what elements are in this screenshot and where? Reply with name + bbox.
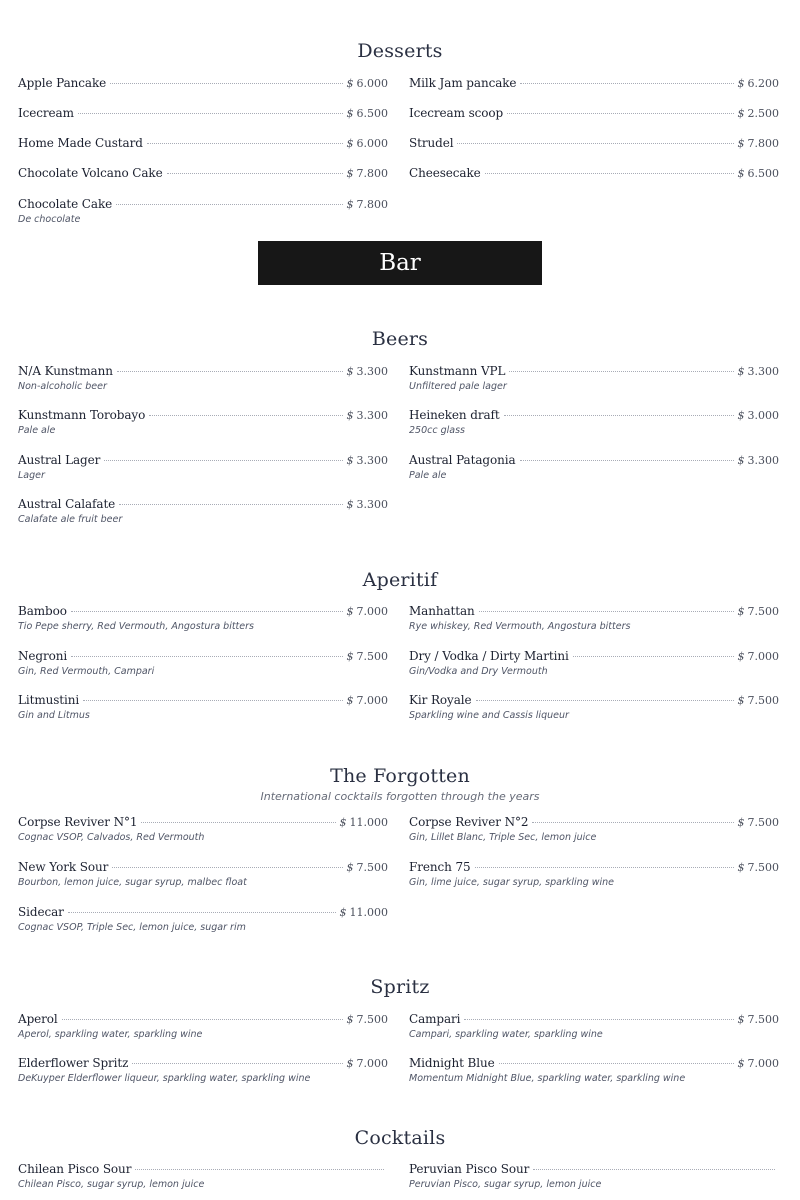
leader-dots (104, 460, 342, 461)
menu-item (18, 408, 388, 436)
item-description: Momentum Midnight Blue, sparkling water, sparkling wine (409, 1073, 686, 1084)
item-price: $ 6.000 (346, 77, 388, 90)
item-description: Bourbon, lemon juice, sugar syrup, malbec float (18, 877, 247, 888)
item-name: Austral Calafate (18, 497, 116, 511)
item-description: Sparkling wine and Cassis liqueur (409, 710, 569, 721)
item-description: DeKuyper Elderflower liqueur, sparkling water, sparkling wine (18, 1073, 311, 1084)
item-price: $ 3.300 (737, 454, 779, 467)
leader-dots (141, 822, 335, 823)
menu-item (409, 604, 779, 632)
menu-item (18, 106, 388, 122)
item-name: N/A Kunstmann (18, 364, 113, 378)
menu-item (409, 453, 779, 481)
item-description: Gin, lime juice, sugar syrup, sparkling wine (409, 877, 615, 888)
item-name: Cheesecake (409, 166, 481, 180)
item-name: Litmustini (18, 693, 80, 707)
leader-dots (504, 415, 734, 416)
item-name: Dry / Vodka / Dirty Martini (409, 649, 569, 663)
menu-item (409, 136, 779, 152)
leader-dots (119, 504, 342, 505)
item-name: Kunstmann VPL (409, 364, 506, 378)
item-description: De chocolate (18, 214, 81, 225)
item-price: $ 7.800 (737, 137, 779, 150)
item-description: Cognac VSOP, Calvados, Red Vermouth (18, 832, 205, 843)
menu-item (409, 1056, 779, 1084)
menu-item (18, 166, 388, 182)
item-price: $ 3.300 (346, 365, 388, 378)
item-name: Kir Royale (409, 693, 472, 707)
section-title-desserts: Desserts (357, 40, 443, 62)
menu-item (18, 693, 388, 721)
item-name: Aperol (18, 1012, 58, 1026)
item-description: Pale ale (18, 425, 56, 436)
menu-item (18, 1012, 388, 1040)
leader-dots (457, 143, 733, 144)
item-name: Chilean Pisco Sour (18, 1162, 132, 1176)
item-name: Manhattan (409, 604, 475, 618)
item-name: Chocolate Cake (18, 197, 113, 211)
item-name: New York Sour (18, 860, 109, 874)
leader-dots (147, 143, 343, 144)
section-title-aperitif: Aperitif (362, 569, 438, 591)
menu-item (409, 408, 779, 436)
menu-item (18, 197, 388, 225)
menu-item (409, 815, 779, 843)
leader-dots (167, 173, 343, 174)
item-name: Corpse Reviver N°1 (18, 815, 138, 829)
item-price: $ 6.000 (346, 137, 388, 150)
item-description: Peruvian Pisco, sugar syrup, lemon juice (409, 1179, 602, 1190)
item-description: Calafate ale fruit beer (18, 514, 123, 525)
item-price: $ 7.000 (737, 1057, 779, 1070)
leader-dots (479, 611, 734, 612)
item-name: French 75 (409, 860, 471, 874)
menu-item (18, 815, 388, 843)
leader-dots (520, 460, 734, 461)
item-price: $ 6.500 (737, 167, 779, 180)
leader-dots (78, 113, 343, 114)
leader-dots (476, 700, 734, 701)
item-name: Home Made Custard (18, 136, 143, 150)
item-name: Apple Pancake (18, 76, 107, 90)
item-price: $ 3.000 (737, 409, 779, 422)
section-subtitle: International cocktails forgotten through the years (260, 790, 540, 803)
item-price: $ 3.300 (346, 498, 388, 511)
item-description: Pale ale (409, 470, 447, 481)
item-name: Elderflower Spritz (18, 1056, 129, 1070)
item-price: $ 7.500 (346, 650, 388, 663)
menu-item (409, 1162, 779, 1190)
section-title-forgotten: The Forgotten (330, 765, 470, 787)
item-name: Peruvian Pisco Sour (409, 1162, 530, 1176)
item-price: $ 2.500 (737, 107, 779, 120)
item-price: $ 7.000 (346, 605, 388, 618)
item-price: $ 7.000 (737, 650, 779, 663)
item-price: $ 7.500 (737, 816, 779, 829)
menu-item (409, 860, 779, 888)
item-description: Campari, sparkling water, sparkling wine (409, 1029, 603, 1040)
leader-dots (573, 656, 734, 657)
item-name: Negroni (18, 649, 68, 663)
menu-item (409, 693, 779, 721)
leader-dots (532, 822, 733, 823)
section-title-cocktails: Cocktails (354, 1127, 446, 1149)
item-name: Strudel (409, 136, 454, 150)
item-name: Austral Patagonia (409, 453, 516, 467)
menu-item (18, 76, 388, 92)
section-title-spritz: Spritz (370, 976, 430, 998)
item-price: $ 3.300 (737, 365, 779, 378)
bar-section-banner: Bar (258, 241, 542, 285)
item-price: $ 7.000 (346, 694, 388, 707)
item-description: Rye whiskey, Red Vermouth, Angostura bitters (409, 621, 631, 632)
leader-dots (71, 611, 343, 612)
item-description: 250cc glass (409, 425, 465, 436)
item-price: $ 3.300 (346, 409, 388, 422)
item-description: Gin, Lillet Blanc, Triple Sec, lemon juice (409, 832, 597, 843)
leader-dots (116, 204, 342, 205)
leader-dots (475, 867, 734, 868)
item-name: Milk Jam pancake (409, 76, 517, 90)
item-description: Tio Pepe sherry, Red Vermouth, Angostura bitters (18, 621, 254, 632)
menu-item (18, 649, 388, 677)
item-price: $ 7.500 (346, 1013, 388, 1026)
item-name: Midnight Blue (409, 1056, 495, 1070)
menu-item (18, 364, 388, 392)
section-title-beers: Beers (371, 328, 429, 350)
leader-dots (507, 113, 733, 114)
leader-dots (83, 700, 342, 701)
item-description: Chilean Pisco, sugar syrup, lemon juice (18, 1179, 205, 1190)
leader-dots (71, 656, 342, 657)
item-price: $ 7.500 (737, 1013, 779, 1026)
menu-item (18, 136, 388, 152)
menu-item (18, 1056, 388, 1084)
item-price: $ 7.500 (737, 861, 779, 874)
item-price: $ 7.800 (346, 198, 388, 211)
item-description: Non-alcoholic beer (18, 381, 107, 392)
item-price: $ 7.000 (346, 1057, 388, 1070)
item-name: Kunstmann Torobayo (18, 408, 146, 422)
item-name: Icecream scoop (409, 106, 504, 120)
leader-dots (149, 415, 342, 416)
item-description: Gin/Vodka and Dry Vermouth (409, 666, 548, 677)
menu-item (18, 604, 388, 632)
menu-item (18, 860, 388, 888)
leader-dots (464, 1019, 733, 1020)
leader-dots (135, 1169, 384, 1170)
leader-dots (110, 83, 342, 84)
leader-dots (117, 371, 343, 372)
menu-item (409, 649, 779, 677)
item-price: $ 3.300 (346, 454, 388, 467)
item-description: Cognac VSOP, Triple Sec, lemon juice, sugar rim (18, 922, 246, 933)
item-name: Icecream (18, 106, 74, 120)
item-name: Corpse Reviver N°2 (409, 815, 529, 829)
item-price: $ 6.200 (737, 77, 779, 90)
leader-dots (132, 1063, 342, 1064)
item-name: Campari (409, 1012, 461, 1026)
menu-item (409, 106, 779, 122)
item-price: $ 11.000 (339, 816, 388, 829)
item-name: Austral Lager (18, 453, 101, 467)
item-description: Gin and Litmus (18, 710, 90, 721)
item-price: $ 7.800 (346, 167, 388, 180)
leader-dots (68, 912, 336, 913)
leader-dots (533, 1169, 775, 1170)
menu-item (18, 497, 388, 525)
item-price: $ 7.500 (737, 694, 779, 707)
leader-dots (520, 83, 733, 84)
menu-item (18, 905, 388, 933)
item-description: Lager (18, 470, 45, 481)
leader-dots (62, 1019, 343, 1020)
leader-dots (509, 371, 733, 372)
item-description: Unfiltered pale lager (409, 381, 507, 392)
item-name: Chocolate Volcano Cake (18, 166, 163, 180)
menu-item (18, 1162, 388, 1190)
leader-dots (499, 1063, 734, 1064)
item-description: Gin, Red Vermouth, Campari (18, 666, 155, 677)
item-description: Aperol, sparkling water, sparkling wine (18, 1029, 203, 1040)
menu-item (409, 364, 779, 392)
leader-dots (485, 173, 734, 174)
item-price: $ 7.500 (737, 605, 779, 618)
menu-item (409, 1012, 779, 1040)
item-name: Sidecar (18, 905, 64, 919)
leader-dots (112, 867, 342, 868)
menu-item (18, 453, 388, 481)
item-price: $ 7.500 (346, 861, 388, 874)
item-price: $ 6.500 (346, 107, 388, 120)
item-name: Bamboo (18, 604, 67, 618)
menu-item (409, 166, 779, 182)
item-name: Heineken draft (409, 408, 500, 422)
menu-item (409, 76, 779, 92)
item-price: $ 11.000 (339, 906, 388, 919)
